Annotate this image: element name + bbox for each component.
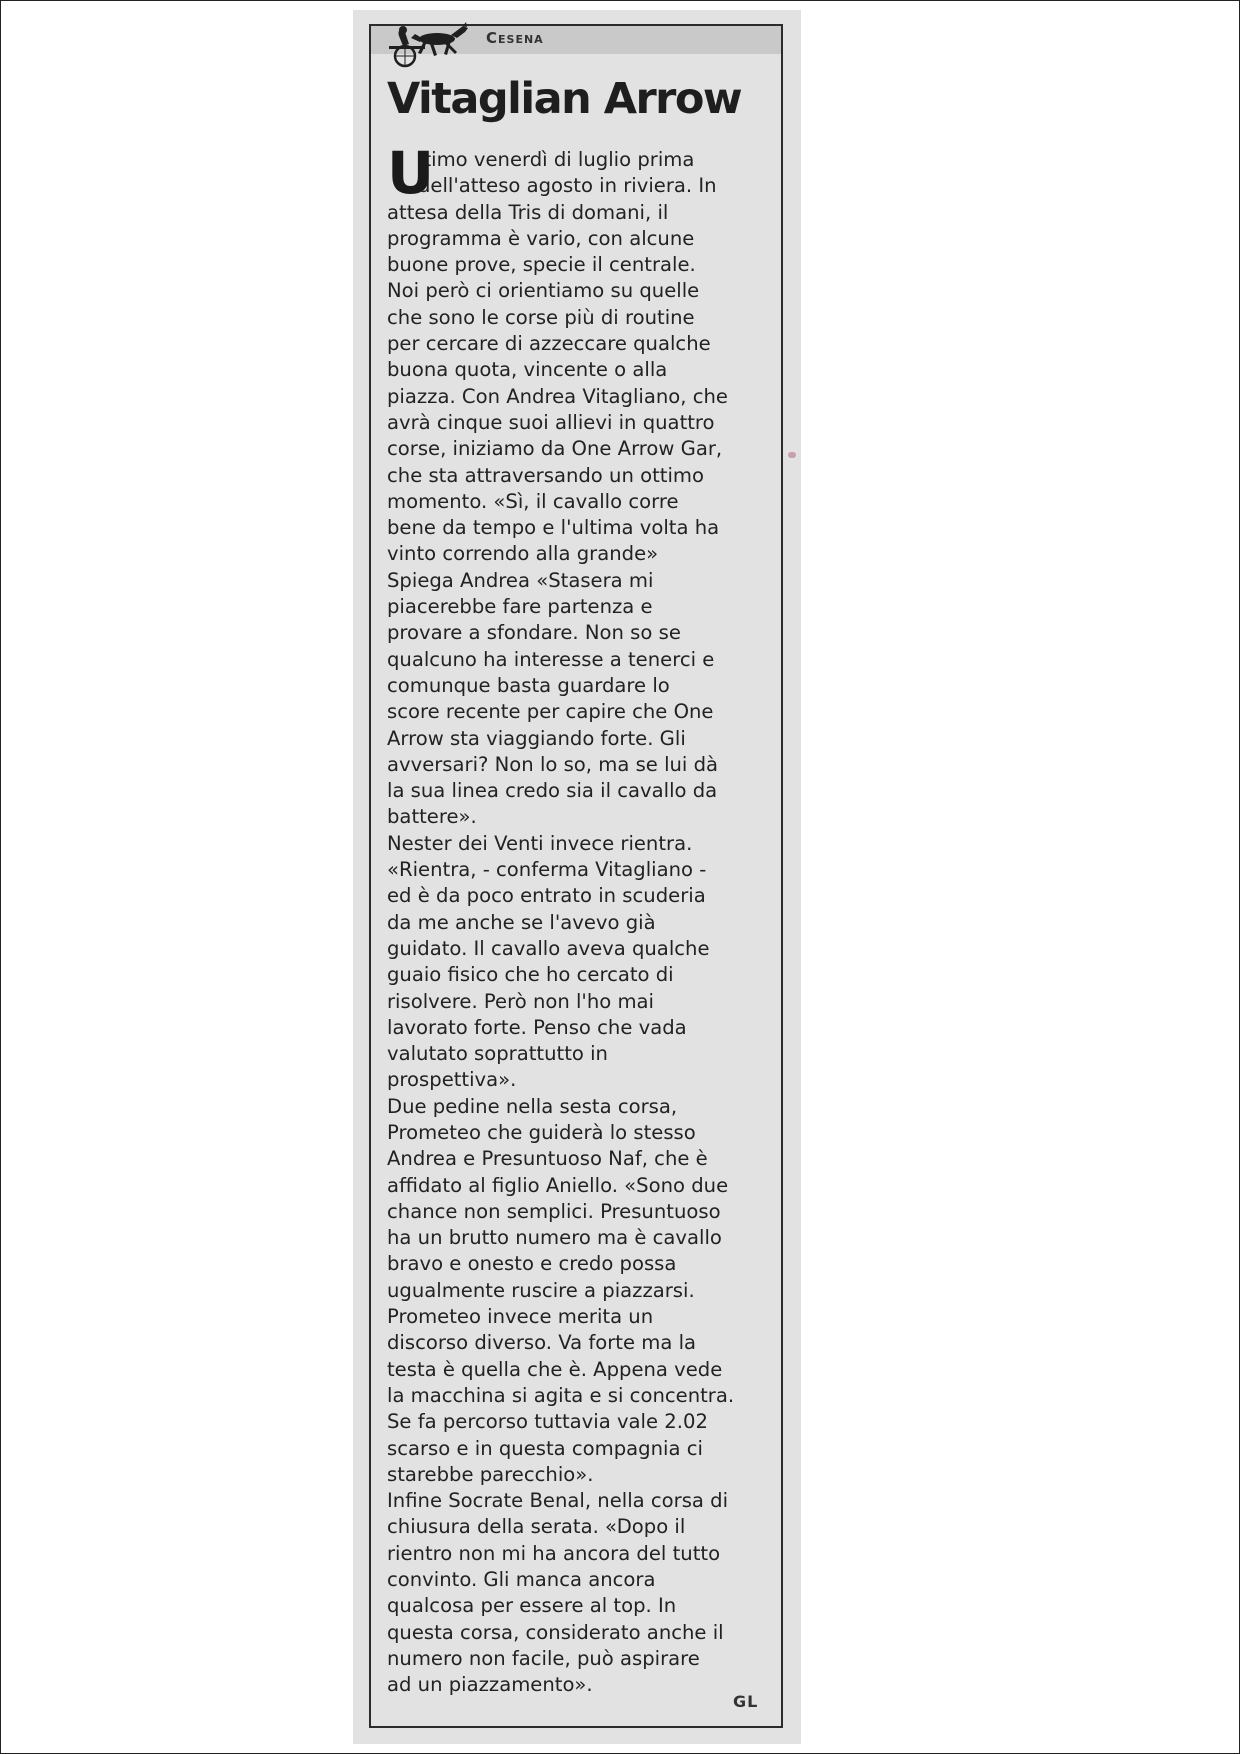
body-line: provare a sfondare. Non so se — [387, 621, 681, 645]
body-line: Noi però ci orientiamo su quelle — [387, 279, 700, 303]
body-line: chiusura della serata. «Dopo il — [387, 1515, 686, 1539]
body-line: attesa della Tris di domani, il — [387, 200, 669, 224]
body-line: «Rientra, - conferma Vitagliano - — [387, 858, 707, 882]
newspaper-clipping — [353, 10, 801, 1744]
body-line: numero non facile, può aspirare — [387, 1646, 700, 1670]
author-signature: GL — [733, 1692, 759, 1711]
body-line: valutato soprattutto in — [387, 1042, 608, 1066]
body-line: score recente per capire che One — [387, 700, 714, 724]
body-line: corse, iniziamo da One Arrow Gar, — [387, 437, 723, 461]
body-line: vinto correndo alla grande» — [387, 542, 659, 566]
body-line: Infine Socrate Benal, nella corsa di — [387, 1489, 729, 1513]
body-line: ugualmente ruscire a piazzarsi. — [387, 1278, 695, 1302]
section-label: Cesena — [486, 29, 544, 47]
body-line: qualcosa per essere al top. In — [387, 1594, 677, 1618]
body-line: comunque basta guardare lo — [387, 673, 670, 697]
body-line: ha un brutto numero ma è cavallo — [387, 1226, 722, 1250]
body-line: convinto. Gli manca ancora — [387, 1568, 656, 1592]
body-line: Arrow sta viaggiando forte. Gli — [387, 726, 686, 750]
body-line: Spiega Andrea «Stasera mi — [387, 568, 654, 592]
body-line: risolvere. Però non l'ho mai — [387, 989, 654, 1013]
body-line: affidato al figlio Aniello. «Sono due — [387, 1173, 729, 1197]
body-line: rientro non mi ha ancora del tutto — [387, 1541, 721, 1565]
body-line: che sono le corse più di routine — [387, 305, 695, 329]
body-line: piacerebbe fare partenza e — [387, 595, 653, 619]
body-line: Nester dei Venti invece rientra. — [387, 831, 693, 855]
body-line: dell'atteso agosto in riviera. In — [418, 174, 717, 198]
body-line: avversari? Non lo so, ma se lui dà — [387, 752, 719, 776]
body-line: piazza. Con Andrea Vitagliano, che — [387, 384, 728, 408]
body-line: da me anche se l'avevo già — [387, 910, 656, 934]
body-line: ltimo venerdì di luglio prima — [418, 148, 695, 171]
body-line: Andrea e Presuntuoso Naf, che è — [387, 1147, 708, 1171]
body-line: bravo e onesto e credo possa — [387, 1252, 677, 1276]
body-line: avrà cinque suoi allievi in quattro — [387, 410, 715, 434]
body-line: momento. «Sì, il cavallo corre — [387, 489, 679, 513]
body-line: che sta attraversando un ottimo — [387, 463, 704, 487]
body-line: bene da tempo e l'ultima volta ha — [387, 516, 720, 540]
article-headline: Vitaglian Arrow — [387, 74, 742, 124]
harness-racing-icon — [387, 22, 473, 68]
body-line: battere». — [387, 805, 477, 829]
dropcap-paragraph-start — [387, 139, 779, 207]
body-line: buona quota, vincente o alla — [387, 358, 668, 382]
body-line: chance non semplici. Presuntuoso — [387, 1199, 721, 1223]
body-line: la macchina si agita e si concentra. — [387, 1383, 735, 1407]
article-body — [387, 139, 779, 1699]
body-line: prospettiva». — [387, 1068, 517, 1092]
body-line: programma è vario, con alcune — [387, 226, 695, 250]
body-line: lavorato forte. Penso che vada — [387, 1015, 687, 1039]
body-line: guaio fisico che ho cercato di — [387, 963, 674, 987]
body-line: discorso diverso. Va forte ma la — [387, 1331, 697, 1355]
body-line: Se fa percorso tuttavia vale 2.02 — [387, 1410, 708, 1434]
body-line: buone prove, specie il centrale. — [387, 253, 696, 277]
body-line: Prometeo che guiderà lo stesso — [387, 1120, 696, 1144]
body-line: la sua linea credo sia il cavallo da — [387, 779, 718, 803]
body-line: testa è quella che è. Appena vede — [387, 1357, 723, 1381]
body-line: starebbe parecchio». — [387, 1462, 594, 1486]
body-line: questa corsa, considerato anche il — [387, 1620, 724, 1644]
body-line: per cercare di azzeccare qualche — [387, 332, 711, 356]
body-line: qualcuno ha interesse a tenerci e — [387, 647, 715, 671]
scan-mark — [788, 452, 796, 458]
body-line: ed è da poco entrato in scuderia — [387, 884, 706, 908]
body-line: Due pedine nella sesta corsa, — [387, 1094, 678, 1118]
body-line: scarso e in questa compagnia ci — [387, 1436, 703, 1460]
drop-cap: U — [387, 139, 435, 207]
body-line: guidato. Il cavallo aveva qualche — [387, 936, 710, 960]
body-line: Prometeo invece merita un — [387, 1305, 654, 1329]
body-line: ad un piazzamento». — [387, 1673, 593, 1697]
body-lines — [387, 200, 779, 1699]
